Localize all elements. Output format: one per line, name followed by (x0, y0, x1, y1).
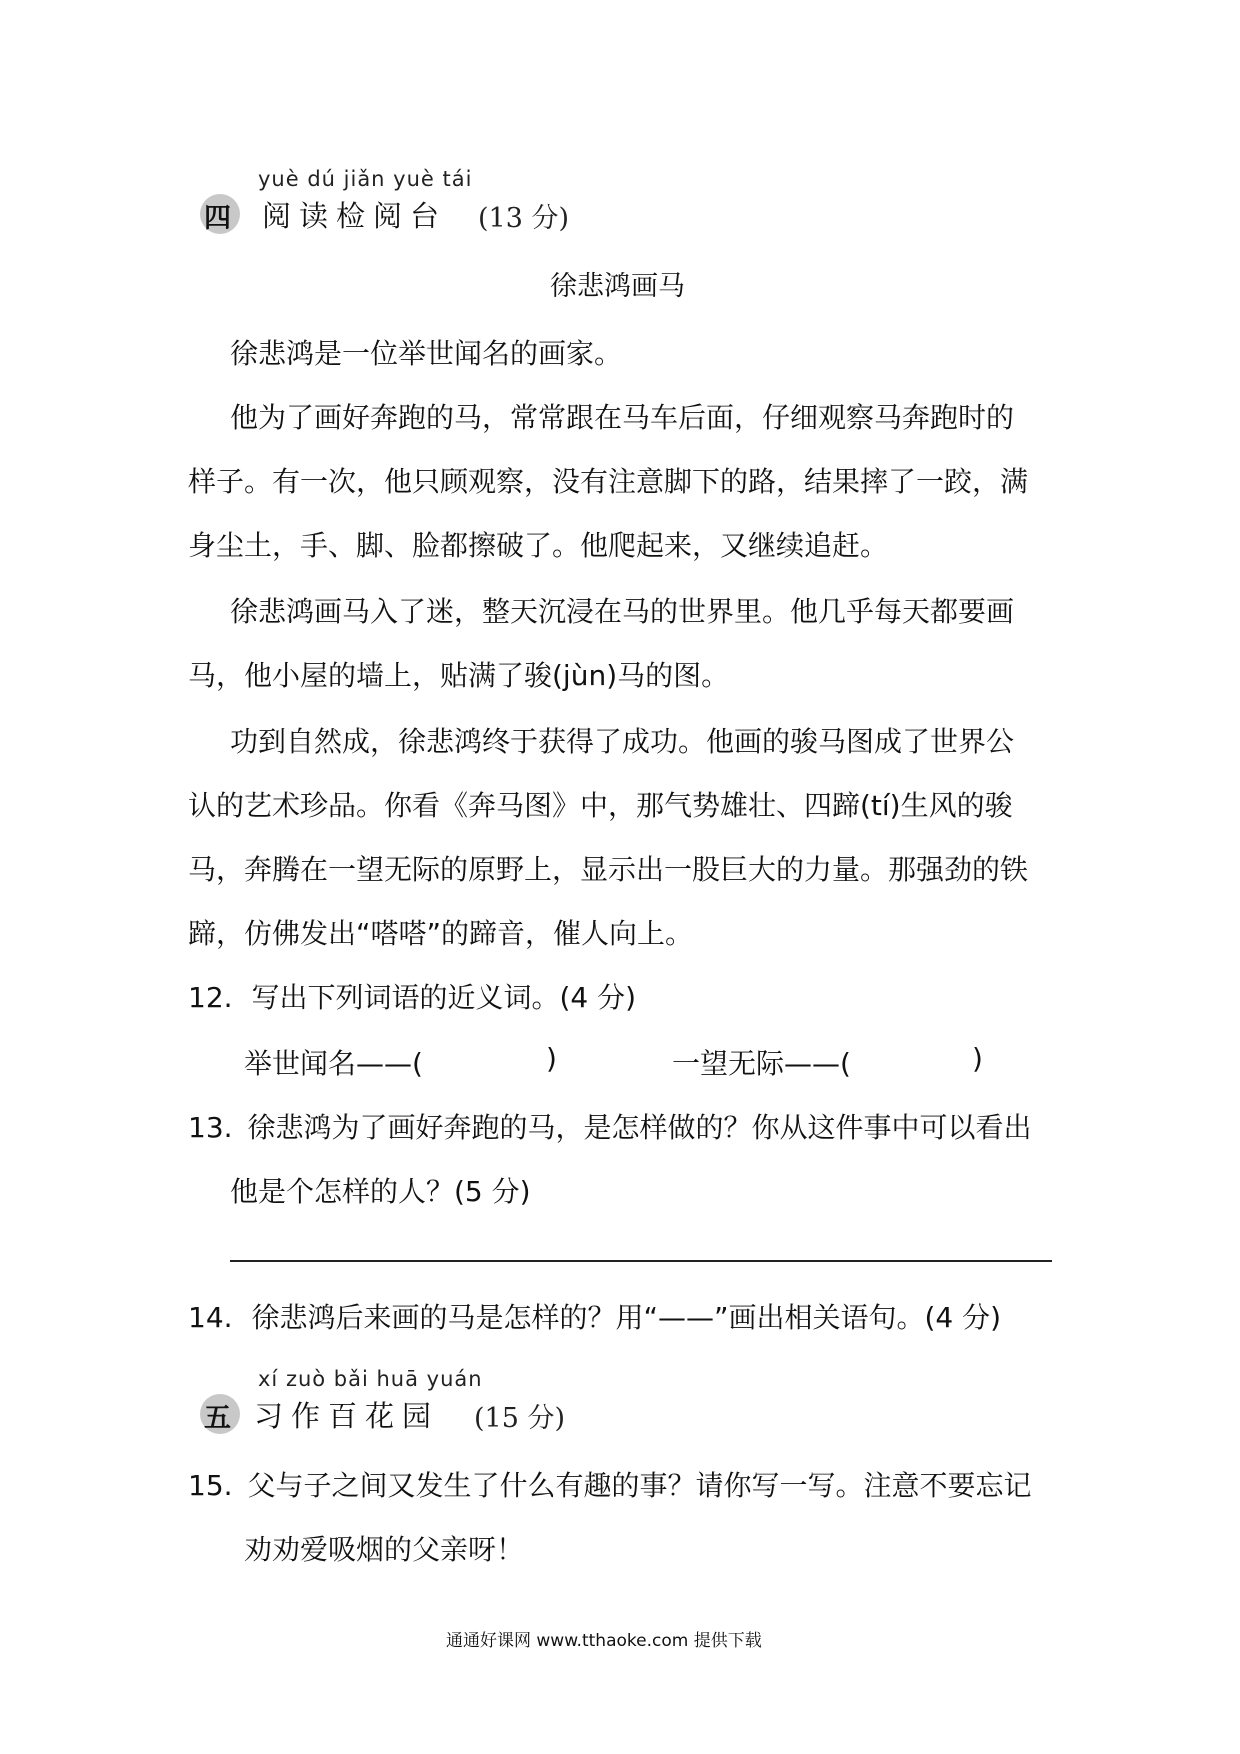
synonym-item-1: 举世闻名——( (244, 1047, 423, 1080)
question-number: 14. (188, 1301, 233, 1334)
question-15-line2: 劝劝爱吸烟的父亲呀！ (244, 1533, 525, 1566)
essay-line: 马，奔腾在一望无际的原野上，显示出一股巨大的力量。那强劲的铁 (188, 853, 1029, 886)
synonym-item-2-close: ) (972, 1042, 983, 1075)
question-number: 15. (188, 1469, 233, 1502)
essay-line: 马，他小屋的墙上，贴满了骏(jùn)马的图。 (188, 659, 730, 692)
section4-number: 四 (204, 203, 231, 234)
question-text: 写出下列词语的近义词。(4 分) (251, 981, 637, 1014)
question-text: 徐悲鸿为了画好奔跑的马，是怎样做的？你从这件事中可以看出 (247, 1111, 1032, 1144)
essay-line: 徐悲鸿是一位举世闻名的画家。 (230, 337, 623, 370)
essay-line: 蹄，仿佛发出“嗒嗒”的蹄音，催人向上。 (188, 917, 694, 950)
footer-credit: 通通好课网 www.tthaoke.com 提供下载 (446, 1631, 762, 1651)
section5-score: (15 分) (474, 1403, 566, 1434)
question-13 (188, 1106, 1031, 1146)
section5-title: 习作百花园 (254, 1399, 440, 1433)
question-14 (188, 1296, 1001, 1336)
answer-line[interactable] (230, 1260, 1052, 1262)
question-number: 12. (188, 981, 233, 1014)
essay-line: 身尘土，手、脚、脸都擦破了。他爬起来，又继续追赶。 (188, 529, 889, 562)
essay-line: 他为了画好奔跑的马，常常跟在马车后面，仔细观察马奔跑时的 (230, 401, 1015, 434)
essay-line: 样子。有一次，他只顾观察，没有注意脚下的路，结果摔了一跤，满 (188, 465, 1029, 498)
question-text: 父与子之间又发生了什么有趣的事？请你写一写。注意不要忘记 (247, 1469, 1032, 1502)
section5-pinyin: xí zuò bǎi huā yuán (258, 1367, 483, 1391)
question-text: 徐悲鸿后来画的马是怎样的？用“——”画出相关语句。(4 分) (251, 1301, 1002, 1334)
synonym-item-1-close: ) (546, 1042, 557, 1075)
essay-title: 徐悲鸿画马 (550, 271, 685, 302)
section5-number: 五 (204, 1403, 231, 1434)
section4-title: 阅读检阅台 (262, 199, 448, 233)
question-15 (188, 1464, 1031, 1504)
essay-line: 认的艺术珍品。你看《奔马图》中，那气势雄壮、四蹄(tí)生风的骏 (188, 789, 1013, 822)
question-number: 13. (188, 1111, 233, 1144)
section4-pinyin: yuè dú jiǎn yuè tái (258, 167, 473, 191)
question-13-line2: 他是个怎样的人？(5 分) (230, 1175, 531, 1208)
essay-line: 功到自然成，徐悲鸿终于获得了成功。他画的骏马图成了世界公 (230, 725, 1015, 758)
essay-line: 徐悲鸿画马入了迷，整天沉浸在马的世界里。他几乎每天都要画 (230, 595, 1015, 628)
synonym-item-2: 一望无际——( (672, 1047, 851, 1080)
section4-score: (13 分) (478, 203, 570, 234)
question-12 (188, 976, 636, 1016)
